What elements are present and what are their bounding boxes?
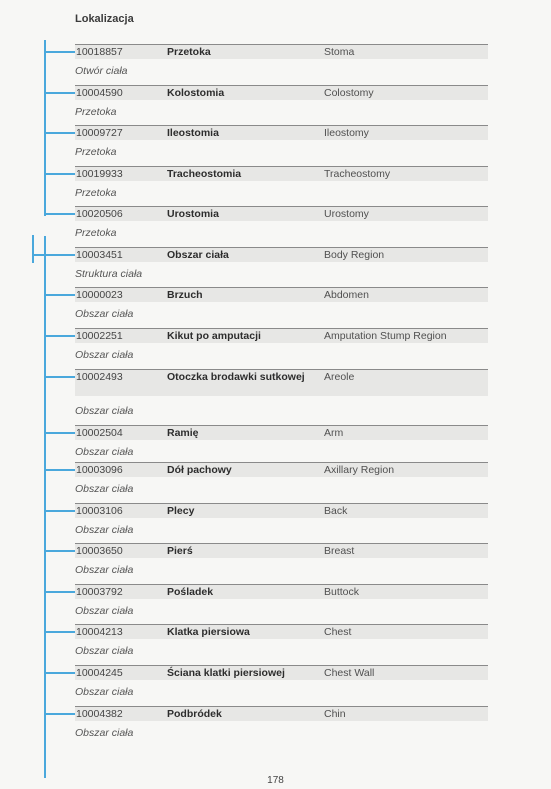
parent-term: Przetoka bbox=[75, 106, 117, 118]
term-polish: Przetoka bbox=[167, 46, 211, 58]
term-polish: Urostomia bbox=[167, 208, 219, 220]
tree-branch bbox=[44, 550, 75, 552]
term-code: 10002504 bbox=[76, 427, 123, 439]
term-code: 10003650 bbox=[76, 545, 123, 557]
term-polish: Pierś bbox=[167, 545, 193, 557]
term-english: Buttock bbox=[324, 586, 360, 598]
term-english: Ileostomy bbox=[324, 127, 369, 139]
parent-term: Struktura ciała bbox=[75, 268, 143, 280]
term-code: 10002493 bbox=[76, 371, 123, 383]
table-row bbox=[75, 503, 488, 518]
term-polish: Dół pachowy bbox=[167, 464, 232, 476]
term-english: Urostomy bbox=[324, 208, 369, 220]
term-english: Body Region bbox=[324, 249, 385, 261]
term-code: 10004590 bbox=[76, 87, 123, 99]
tree-trunk bbox=[44, 40, 46, 216]
term-polish: Tracheostomia bbox=[167, 168, 242, 180]
table-row bbox=[75, 166, 488, 181]
parent-term: Przetoka bbox=[75, 187, 117, 199]
term-code: 10003451 bbox=[76, 249, 123, 261]
parent-term: Przetoka bbox=[75, 227, 117, 239]
parent-term: Otwór ciała bbox=[75, 65, 128, 77]
tree-branch bbox=[44, 254, 75, 256]
table-row bbox=[75, 706, 488, 721]
table-row bbox=[75, 206, 488, 221]
tree-branch bbox=[44, 213, 75, 215]
table-row bbox=[75, 543, 488, 558]
term-polish: Ściana klatki piersiowej bbox=[167, 667, 285, 679]
term-code: 10018857 bbox=[76, 46, 123, 58]
term-polish: Ileostomia bbox=[167, 127, 219, 139]
term-english: Back bbox=[324, 505, 348, 517]
term-code: 10009727 bbox=[76, 127, 123, 139]
term-english: Axillary Region bbox=[324, 464, 395, 476]
tree-branch bbox=[44, 92, 75, 94]
page-number: 178 bbox=[267, 775, 284, 786]
parent-term: Obszar ciała bbox=[75, 483, 134, 495]
parent-term: Przetoka bbox=[75, 146, 117, 158]
table-row bbox=[75, 287, 488, 302]
term-polish: Kikut po amputacji bbox=[167, 330, 261, 342]
term-polish: Obszar ciała bbox=[167, 249, 229, 261]
term-english: Breast bbox=[324, 545, 355, 557]
term-code: 10004213 bbox=[76, 626, 123, 638]
term-code: 10004245 bbox=[76, 667, 123, 679]
parent-term: Obszar ciała bbox=[75, 564, 134, 576]
table-row bbox=[75, 425, 488, 440]
term-english: Tracheostomy bbox=[324, 168, 391, 180]
term-polish: Brzuch bbox=[167, 289, 203, 301]
parent-term: Obszar ciała bbox=[75, 605, 134, 617]
tree-branch bbox=[44, 510, 75, 512]
table-row bbox=[75, 247, 488, 262]
term-english: Chest bbox=[324, 626, 352, 638]
term-polish: Pośladek bbox=[167, 586, 214, 598]
tree-branch bbox=[44, 376, 75, 378]
parent-term: Obszar ciała bbox=[75, 645, 134, 657]
term-code: 10019933 bbox=[76, 168, 123, 180]
term-english: Amputation Stump Region bbox=[324, 330, 447, 342]
table-row bbox=[75, 44, 488, 59]
tree-branch bbox=[44, 591, 75, 593]
term-english: Chest Wall bbox=[324, 667, 375, 679]
section-title: Lokalizacja bbox=[75, 13, 134, 25]
term-polish: Klatka piersiowa bbox=[167, 626, 250, 638]
parent-term: Obszar ciała bbox=[75, 727, 134, 739]
table-row bbox=[75, 328, 488, 343]
term-code: 10004382 bbox=[76, 708, 123, 720]
term-english: Abdomen bbox=[324, 289, 369, 301]
tree-root-branch bbox=[32, 254, 46, 256]
tree-branch bbox=[44, 173, 75, 175]
term-code: 10003106 bbox=[76, 505, 123, 517]
term-english: Stoma bbox=[324, 46, 355, 58]
parent-term: Obszar ciała bbox=[75, 308, 134, 320]
tree-trunk bbox=[44, 236, 46, 778]
term-code: 10003792 bbox=[76, 586, 123, 598]
term-polish: Otoczka brodawki sutkowej bbox=[167, 371, 305, 383]
table-row bbox=[75, 624, 488, 639]
table-row bbox=[75, 584, 488, 599]
term-code: 10000023 bbox=[76, 289, 123, 301]
term-english: Colostomy bbox=[324, 87, 374, 99]
tree-branch bbox=[44, 51, 75, 53]
tree-branch bbox=[44, 469, 75, 471]
term-polish: Plecy bbox=[167, 505, 195, 517]
tree-branch bbox=[44, 631, 75, 633]
term-code: 10003096 bbox=[76, 464, 123, 476]
tree-root-stem bbox=[32, 235, 34, 263]
table-row bbox=[75, 369, 488, 396]
table-row bbox=[75, 462, 488, 477]
tree-branch bbox=[44, 132, 75, 134]
parent-term: Obszar ciała bbox=[75, 446, 134, 458]
tree-branch bbox=[44, 713, 75, 715]
parent-term: Obszar ciała bbox=[75, 349, 134, 361]
parent-term: Obszar ciała bbox=[75, 405, 134, 417]
term-polish: Podbródek bbox=[167, 708, 222, 720]
term-polish: Kolostomia bbox=[167, 87, 225, 99]
parent-term: Obszar ciała bbox=[75, 686, 134, 698]
table-row bbox=[75, 665, 488, 680]
term-polish: Ramię bbox=[167, 427, 199, 439]
tree-branch bbox=[44, 432, 75, 434]
tree-branch bbox=[44, 335, 75, 337]
tree-branch bbox=[44, 672, 75, 674]
term-code: 10020506 bbox=[76, 208, 123, 220]
parent-term: Obszar ciała bbox=[75, 524, 134, 536]
term-english: Chin bbox=[324, 708, 346, 720]
tree-branch bbox=[44, 294, 75, 296]
table-row bbox=[75, 85, 488, 100]
term-english: Arm bbox=[324, 427, 344, 439]
term-code: 10002251 bbox=[76, 330, 123, 342]
term-english: Areole bbox=[324, 371, 355, 383]
table-row bbox=[75, 125, 488, 140]
